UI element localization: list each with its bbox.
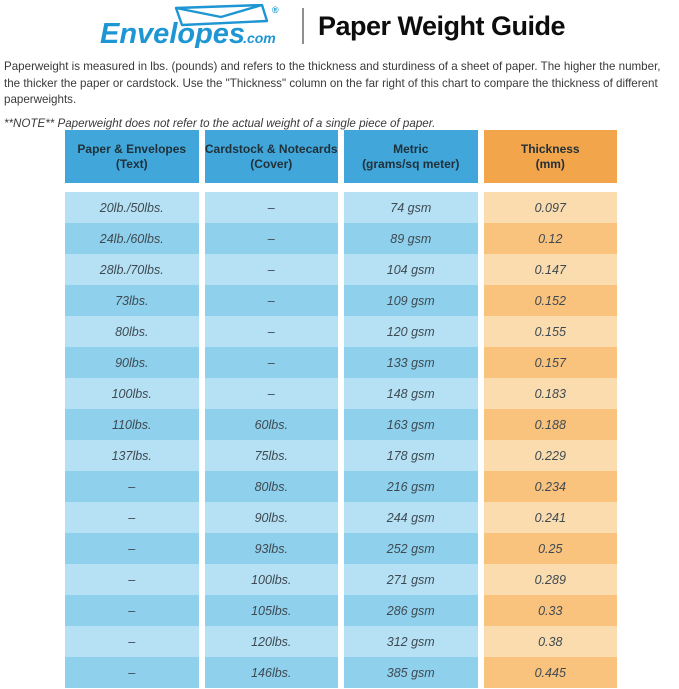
cell-thickness: 0.157 xyxy=(484,347,618,378)
cell-paper-envelopes: – xyxy=(65,657,199,688)
column-header-sublabel: (Cover) xyxy=(250,156,293,171)
cell-paper-envelopes: – xyxy=(65,626,199,657)
cell-cardstock-notecards: – xyxy=(205,347,339,378)
table-row xyxy=(65,533,617,564)
cell-paper-envelopes: 80lbs. xyxy=(65,316,199,347)
cell-cardstock-notecards: – xyxy=(205,378,339,409)
cell-metric: 244 gsm xyxy=(344,502,478,533)
table-row xyxy=(65,192,617,223)
column-header-label: Thickness xyxy=(520,141,580,156)
cell-cardstock-notecards: 120lbs. xyxy=(205,626,339,657)
cell-paper-envelopes: – xyxy=(65,595,199,626)
cell-thickness: 0.38 xyxy=(484,626,618,657)
table-row xyxy=(65,409,617,440)
cell-thickness: 0.12 xyxy=(484,223,618,254)
cell-thickness: 0.155 xyxy=(484,316,618,347)
cell-metric: 104 gsm xyxy=(344,254,478,285)
table-header-row xyxy=(65,130,617,183)
intro-paragraph: Paperweight is measured in lbs. (pounds) and refers to the thickness and sturdiness of a sheet of paper. The higher the number, the thicker the paper or cardstock. Use the "Thickness" column on the far right of this chart to compare the thickness of different paperweights. xyxy=(4,60,661,106)
column-header-sublabel: (Text) xyxy=(115,156,148,171)
table-row xyxy=(65,471,617,502)
cell-thickness: 0.147 xyxy=(484,254,618,285)
cell-cardstock-notecards: 60lbs. xyxy=(205,409,339,440)
cell-thickness: 0.289 xyxy=(484,564,618,595)
column-header-label: Metric xyxy=(393,141,429,156)
column-header-sublabel: (grams/sq meter) xyxy=(362,156,460,171)
column-header-sublabel: (mm) xyxy=(535,156,565,171)
cell-paper-envelopes: 28lb./70lbs. xyxy=(65,254,199,285)
cell-metric: 252 gsm xyxy=(344,533,478,564)
cell-paper-envelopes: – xyxy=(65,533,199,564)
cell-metric: 148 gsm xyxy=(344,378,478,409)
table-body xyxy=(65,192,617,688)
envelopes-logo-icon xyxy=(100,4,292,48)
cell-metric: 178 gsm xyxy=(344,440,478,471)
cell-cardstock-notecards: – xyxy=(205,223,339,254)
cell-paper-envelopes: – xyxy=(65,564,199,595)
column-header-cardstock-notecards xyxy=(205,130,339,183)
cell-thickness: 0.445 xyxy=(484,657,618,688)
cell-cardstock-notecards: 75lbs. xyxy=(205,440,339,471)
cell-paper-envelopes: – xyxy=(65,502,199,533)
cell-paper-envelopes: 137lbs. xyxy=(65,440,199,471)
cell-thickness: 0.097 xyxy=(484,192,618,223)
table-row xyxy=(65,626,617,657)
table-row xyxy=(65,595,617,626)
cell-metric: 163 gsm xyxy=(344,409,478,440)
cell-metric: 120 gsm xyxy=(344,316,478,347)
cell-cardstock-notecards: 100lbs. xyxy=(205,564,339,595)
table-row xyxy=(65,316,617,347)
table-row xyxy=(65,657,617,688)
cell-cardstock-notecards: 90lbs. xyxy=(205,502,339,533)
paper-weight-table xyxy=(65,130,617,688)
cell-paper-envelopes: 90lbs. xyxy=(65,347,199,378)
cell-thickness: 0.33 xyxy=(484,595,618,626)
cell-paper-envelopes: 24lb./60lbs. xyxy=(65,223,199,254)
cell-metric: 89 gsm xyxy=(344,223,478,254)
cell-metric: 286 gsm xyxy=(344,595,478,626)
cell-cardstock-notecards: – xyxy=(205,192,339,223)
column-header-metric xyxy=(344,130,478,183)
cell-thickness: 0.183 xyxy=(484,378,618,409)
cell-metric: 385 gsm xyxy=(344,657,478,688)
cell-metric: 109 gsm xyxy=(344,285,478,316)
vertical-divider xyxy=(302,8,304,44)
table-row xyxy=(65,223,617,254)
svg-text:Envelopes.com: Envelopes.com xyxy=(100,18,276,48)
brand-header xyxy=(100,4,565,48)
cell-cardstock-notecards: 146lbs. xyxy=(205,657,339,688)
cell-paper-envelopes: 20lb./50lbs. xyxy=(65,192,199,223)
cell-cardstock-notecards: 105lbs. xyxy=(205,595,339,626)
column-header-label: Cardstock & Notecards xyxy=(204,141,338,156)
cell-paper-envelopes: 110lbs. xyxy=(65,409,199,440)
cell-paper-envelopes: – xyxy=(65,471,199,502)
intro-section xyxy=(4,59,676,132)
cell-thickness: 0.188 xyxy=(484,409,618,440)
cell-cardstock-notecards: 80lbs. xyxy=(205,471,339,502)
cell-cardstock-notecards: – xyxy=(205,285,339,316)
cell-paper-envelopes: 100lbs. xyxy=(65,378,199,409)
cell-cardstock-notecards: – xyxy=(205,254,339,285)
cell-thickness: 0.241 xyxy=(484,502,618,533)
column-header-paper-envelopes xyxy=(65,130,199,183)
table-row xyxy=(65,440,617,471)
column-header-thickness xyxy=(484,130,618,183)
table-row xyxy=(65,502,617,533)
intro-note: **NOTE** Paperweight does not refer to the actual weight of a single piece of paper. xyxy=(4,116,436,130)
cell-metric: 312 gsm xyxy=(344,626,478,657)
cell-paper-envelopes: 73lbs. xyxy=(65,285,199,316)
table-row xyxy=(65,285,617,316)
table-row xyxy=(65,564,617,595)
cell-metric: 133 gsm xyxy=(344,347,478,378)
table-row xyxy=(65,254,617,285)
cell-thickness: 0.152 xyxy=(484,285,618,316)
cell-thickness: 0.234 xyxy=(484,471,618,502)
cell-metric: 271 gsm xyxy=(344,564,478,595)
cell-thickness: 0.229 xyxy=(484,440,618,471)
cell-metric: 74 gsm xyxy=(344,192,478,223)
column-header-label: Paper & Envelopes xyxy=(77,141,187,156)
table-row xyxy=(65,347,617,378)
cell-metric: 216 gsm xyxy=(344,471,478,502)
page-title: Paper Weight Guide xyxy=(318,10,566,41)
table-row xyxy=(65,378,617,409)
cell-cardstock-notecards: – xyxy=(205,316,339,347)
cell-cardstock-notecards: 93lbs. xyxy=(205,533,339,564)
cell-thickness: 0.25 xyxy=(484,533,618,564)
registered-mark: ® xyxy=(272,5,279,15)
